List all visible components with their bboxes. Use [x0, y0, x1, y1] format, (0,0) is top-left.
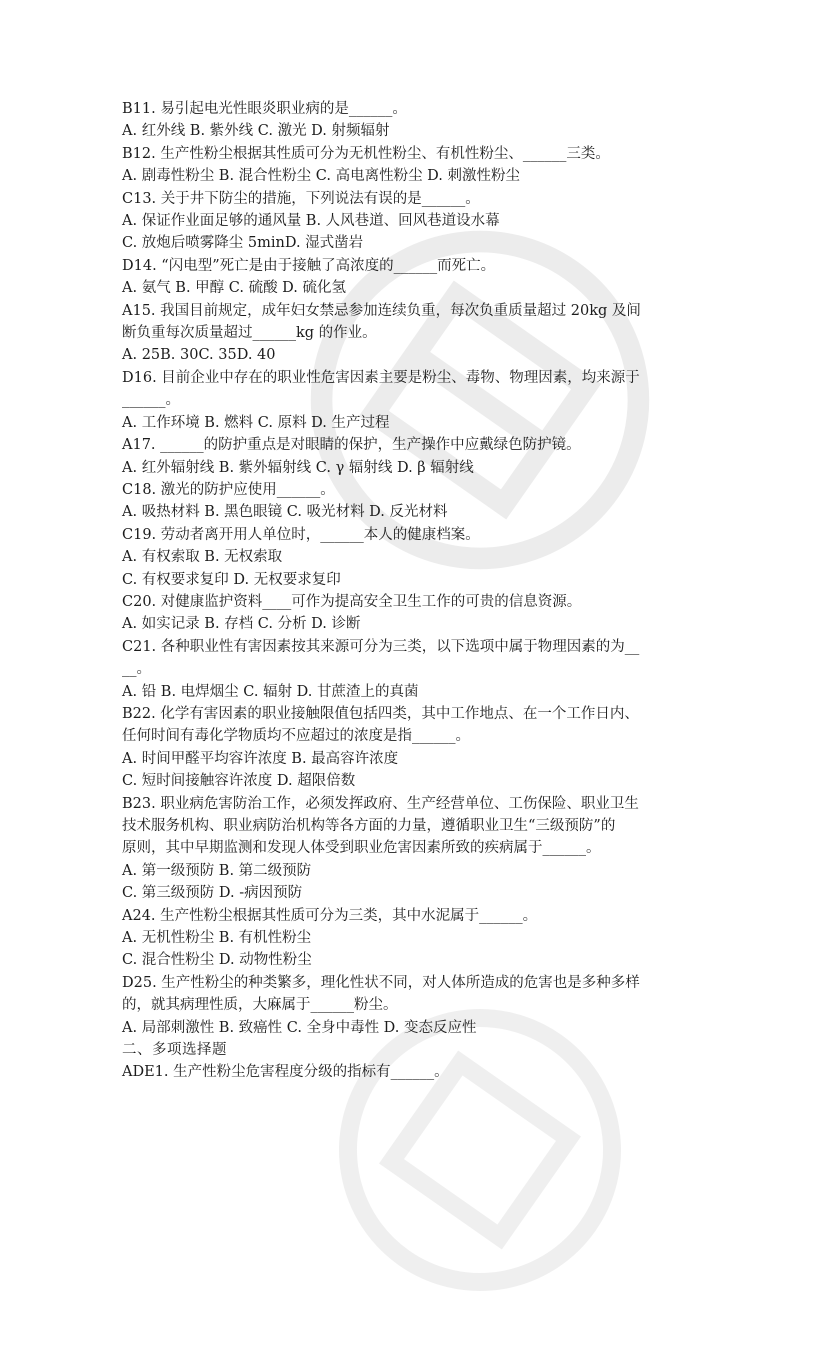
question-b22: B22. 化学有害因素的职业接触限值包括四类，其中工作地点、在一个工作日内、 — [122, 705, 639, 722]
question-b22-cont: 任何时间有毒化学物质均不应超过的浓度是指______。 — [122, 728, 470, 745]
options-a15: A. 25B. 30C. 35D. 40 — [122, 347, 276, 364]
question-c21: C21. 各种职业性有害因素按其来源可分为三类，以下选项中属于物理因素的为__ — [122, 638, 640, 655]
options-b11: A. 红外线 B. 紫外线 C. 激光 D. 射频辐射 — [122, 123, 390, 140]
options-a17: A. 红外辐射线 B. 紫外辐射线 C. γ 辐射线 D. β 辐射线 — [122, 459, 474, 476]
question-d14: D14. “闪电型”死亡是由于接触了高浓度的______而死亡。 — [122, 257, 496, 274]
options-d14: A. 氨气 B. 甲醇 C. 硫酸 D. 硫化氢 — [122, 280, 347, 297]
options-b23-c-d: C. 第三级预防 D. -病因预防 — [122, 885, 303, 902]
question-c18: C18. 激光的防护应使用______。 — [122, 481, 335, 498]
options-b12: A. 剧毒性粉尘 B. 混合性粉尘 C. 高电离性粉尘 D. 刺激性粉尘 — [122, 168, 521, 185]
section-heading-multiple-choice: 二、多项选择题 — [122, 1042, 227, 1059]
question-c21-cont: __。 — [122, 661, 151, 678]
question-b23-cont1: 技术服务机构、职业病防治机构等各方面的力量，遵循职业卫生“三级预防”的 — [122, 818, 616, 834]
question-d25: D25. 生产性粉尘的种类繁多，理化性状不同，对人体所造成的危害也是多种多样 — [122, 974, 640, 991]
question-b23: B23. 职业病危害防治工作，必须发挥政府、生产经营单位、工伤保险、职业卫生 — [122, 795, 639, 812]
document-body — [122, 98, 718, 1084]
question-d16-cont: ______。 — [122, 392, 180, 409]
question-a15: A15. 我国目前规定，成年妇女禁忌参加连续负重，每次负重质量超过 20kg 及间 — [122, 302, 641, 319]
question-b12: B12. 生产性粉尘根据其性质可分为无机性粉尘、有机性粉尘、______三类。 — [122, 145, 610, 162]
options-b23-a-b: A. 第一级预防 B. 第二级预防 — [122, 862, 312, 879]
question-ade1: ADE1. 生产性粉尘危害程度分级的指标有______。 — [122, 1064, 449, 1081]
question-b23-cont2: 原则，其中早期监测和发现人体受到职业危害因素所致的疾病属于______。 — [122, 840, 601, 857]
options-a24-a-b: A. 无机性粉尘 B. 有机性粉尘 — [122, 930, 312, 947]
question-d25-cont: 的，就其病理性质，大麻属于______粉尘。 — [122, 997, 398, 1014]
question-c19: C19. 劳动者离开用人单位时，______本人的健康档案。 — [122, 526, 480, 543]
question-b11: B11. 易引起电光性眼炎职业病的是______。 — [122, 101, 407, 117]
options-c13-c-d: C. 放炮后喷雾降尘 5minD. 湿式凿岩 — [122, 235, 364, 252]
question-a24: A24. 生产性粉尘根据其性质可分为三类，其中水泥属于______。 — [122, 907, 538, 924]
question-d16: D16. 目前企业中存在的职业性危害因素主要是粉尘、毒物、物理因素，均来源于 — [122, 369, 640, 386]
options-c18: A. 吸热材料 B. 黑色眼镜 C. 吸光材料 D. 反光材料 — [122, 504, 448, 521]
question-c13: C13. 关于井下防尘的措施，下列说法有误的是______。 — [122, 190, 480, 207]
options-d16: A. 工作环境 B. 燃料 C. 原料 D. 生产过程 — [122, 414, 390, 431]
options-a24-c-d: C. 混合性粉尘 D. 动物性粉尘 — [122, 952, 312, 969]
question-c20: C20. 对健康监护资料____可作为提高安全卫生工作的可贵的信息资源。 — [122, 593, 582, 610]
question-a17: A17. ______的防护重点是对眼睛的保护，生产操作中应戴绿色防护镜。 — [122, 437, 581, 454]
options-c19-a-b: A. 有权索取 B. 无权索取 — [122, 549, 283, 566]
options-c19-c-d: C. 有权要求复印 D. 无权要求复印 — [122, 571, 341, 588]
options-c21: A. 铅 B. 电焊烟尘 C. 辐射 D. 甘蔗渣上的真菌 — [122, 683, 419, 700]
options-b22-c-d: C. 短时间接触容许浓度 D. 超限倍数 — [122, 773, 356, 790]
options-c13-a-b: A. 保证作业面足够的通风量 B. 人风巷道、回风巷道设水幕 — [122, 213, 500, 230]
options-c20: A. 如实记录 B. 存档 C. 分析 D. 诊断 — [122, 616, 361, 633]
options-b22-a-b: A. 时间甲醛平均容许浓度 B. 最高容许浓度 — [122, 750, 399, 767]
options-d25: A. 局部刺激性 B. 致癌性 C. 全身中毒性 D. 变态反应性 — [122, 1019, 477, 1036]
question-a15-cont: 断负重每次质量超过______kg 的作业。 — [122, 325, 377, 342]
